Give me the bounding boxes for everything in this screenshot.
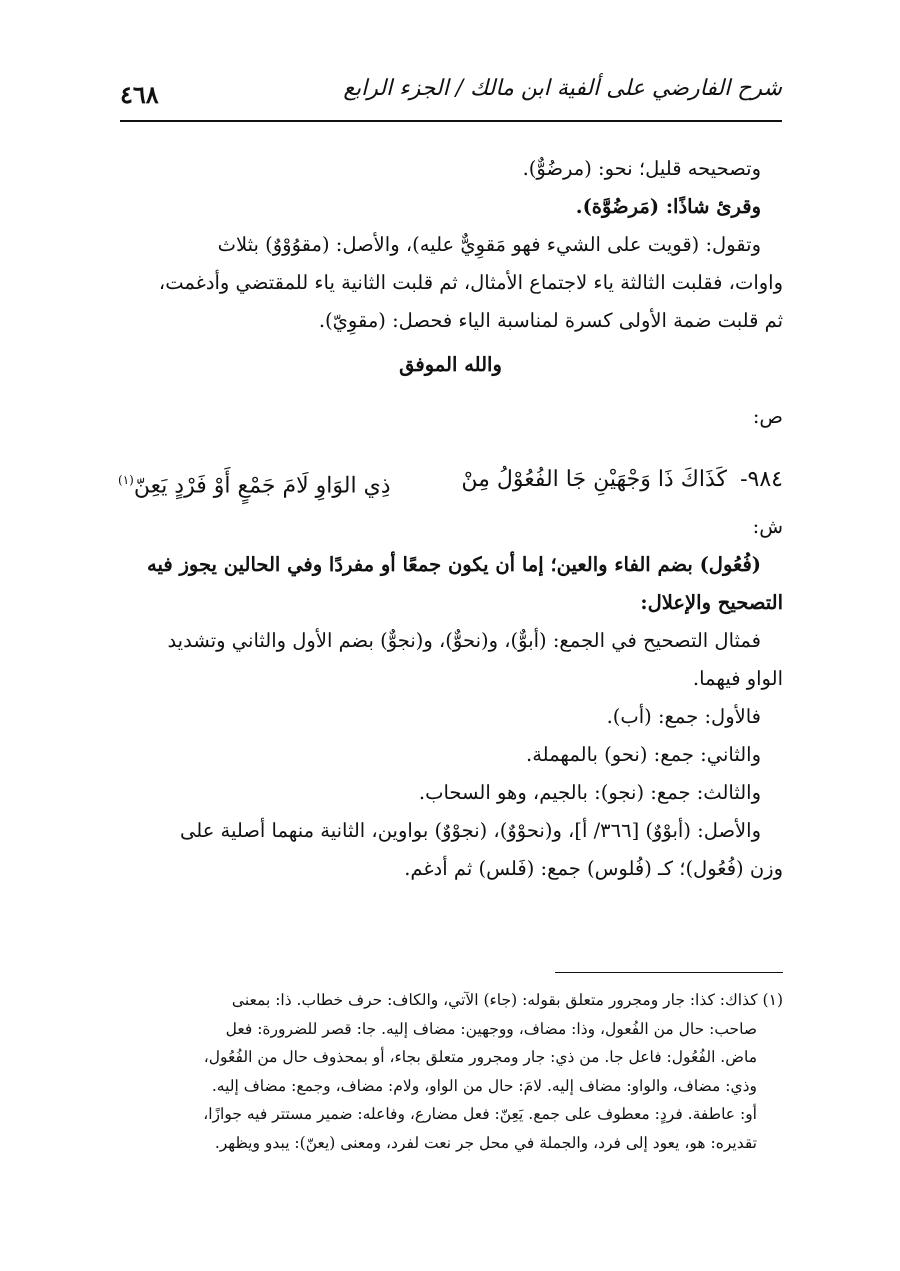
verse-first-hemistich: كَذَاكَ ذَا وَجْهَيْنِ جَا الفُعُوْلُ مِنْ (461, 467, 727, 492)
text-line: الواو فيهما. (692, 667, 783, 690)
footnote-line: (١) كذاك: كذا: جار ومجرور متعلق بقوله: (جاء) الآتي، والكاف: حرف خطاب. ذا: بمعنى (231, 991, 783, 1009)
header-title: شرح الفارضي على ألفية ابن مالك / الجزء الرابع (343, 76, 782, 101)
text-line: والثالث: جمع: (نجو): بالجيم، وهو السحاب. (418, 781, 761, 804)
text-line: وتقول: (قويت على الشيء فهو مَقوِيٌّ عليه)، والأصل: (مقوُوْوٌ) بثلاث (217, 233, 761, 256)
running-header (120, 62, 782, 122)
text-line: (فُعُول) بضم الفاء والعين؛ إما أن يكون جمعًا أو مفردًا وفي الحالين يجوز فيه (147, 553, 761, 576)
verse-line (118, 458, 783, 502)
footnote-rule (555, 972, 783, 973)
closing-phrase: والله الموفق (399, 353, 502, 376)
verse-second-hemistich-wrap (118, 458, 391, 508)
header-rule (120, 120, 782, 122)
sad-label: ص: (752, 405, 783, 428)
text-line: فمثال التصحيح في الجمع: (أبوٌّ)، و(نحوٌّ)، و(نجوٌّ) بضم الأول والثاني وتشديد (167, 629, 761, 652)
text-line: فالأول: جمع: (أب). (606, 705, 761, 728)
footnote-line: أو: عاطفة. فردٍ: معطوف على جمع. يَعِنّ: فعل مضارع، وفاعله: ضمير مستتر فيه جوازًا، (203, 1105, 757, 1123)
text-line: وقرئ شاذًا: (مَرضُوَّة). (575, 195, 761, 218)
text-line: والثاني: جمع: (نحو) بالمهملة. (526, 743, 761, 766)
main-text (118, 150, 783, 436)
footnote-line: وذي: مضاف، والواو: مضاف إليه. لامَ: حال من الواو، ولام: مضاف، وجمع: مضاف إليه. (211, 1076, 757, 1095)
text-line: وتصحيحه قليل؛ نحو: (مرضُوٌّ). (522, 157, 761, 180)
text-line: ثم قلبت ضمة الأولى كسرة لمناسبة الياء فحصل: (مقوِيّ). (318, 309, 783, 332)
footnotes (118, 986, 783, 1157)
shin-label: ش: (752, 515, 783, 538)
footnote-line: تقديره: هو، يعود إلى فرد، والجملة في محل جر نعت لفرد، ومعنى (يعنّ): يبدو ويظهر. (214, 1133, 757, 1152)
text-line: وزن (فُعُول)؛ كـ (فُلوس) جمع: (فَلس) ثم أدغم. (404, 857, 783, 880)
page-number: ٤٦٨ (120, 80, 159, 109)
text-line: التصحيح والإعلال: (640, 591, 783, 614)
footnote-line: ماض. الفُعُول: فاعل جا. من ذي: جار ومجرور متعلق بجاء، أو بمحذوف حال من الفُعُول، (203, 1048, 757, 1066)
verse-number: ٩٨٤- (740, 467, 783, 492)
commentary-section (118, 508, 783, 888)
footnote-reference: (١) (118, 473, 134, 487)
footnote-line: صاحب: حال من الفُعول، وذا: مضاف، ووجهين: مضاف إليه. جا: قصر للضرورة: فعل (225, 1019, 757, 1038)
text-line: والأصل: (أبوْوٌ) [٣٦٦/ أ]، و(نحوْوٌ)، (نجوْوٌ) بواوين، الثانية منهما أصلية على (180, 819, 761, 842)
verse-second-hemistich: ذِي الوَاوِ لَامَ جَمْعٍ أَوْ فَرْدٍ يَعِنّ (133, 473, 391, 499)
text-line: واوات، فقلبت الثالثة ياء لاجتماع الأمثال، ثم قلبت الثانية ياء للمقتضي وأدغمت، (158, 271, 783, 294)
